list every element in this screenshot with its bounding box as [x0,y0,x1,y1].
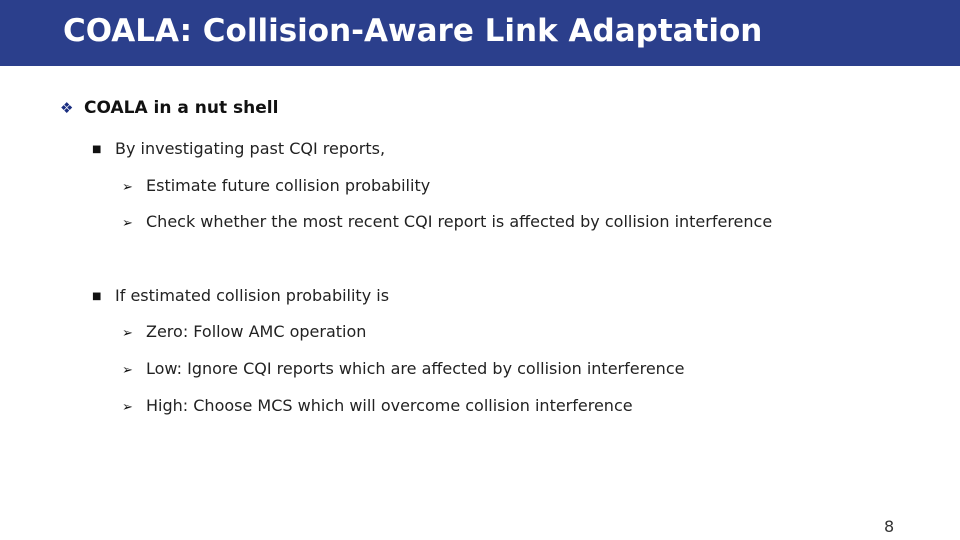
sub-list-item-text: High: Choose MCS which will overcome collision interference [146,396,633,415]
sub-list-item [122,396,633,415]
title-bar [0,0,960,66]
arrowhead-bullet-icon: ➢ [122,180,133,195]
sub-list-item [122,322,366,341]
page-number: 8 [884,517,895,536]
arrowhead-bullet-icon: ➢ [122,216,133,231]
sub-list-item-text: Estimate future collision probability [146,176,431,195]
arrowhead-bullet-icon: ➢ [122,400,133,415]
sub-list-item-text: Zero: Follow AMC operation [146,322,367,341]
sub-list-item-text: Low: Ignore CQI reports which are affected by collision interference [146,359,685,378]
list-item-text: By investigating past CQI reports, [115,139,386,158]
slide-title: COALA: Collision-Aware Link Adaptation [63,13,763,49]
heading-line [60,98,278,118]
slide-heading: COALA in a nut shell [84,98,279,118]
sub-list-item [122,212,772,231]
list-item [92,139,385,158]
square-bullet-icon: ■ [92,291,102,302]
list-item [92,286,389,305]
sub-list-item-text: Check whether the most recent CQI report is affected by collision interference [146,212,773,231]
sub-list-item [122,176,430,195]
diamond-bullet-icon: ❖ [60,99,74,117]
arrowhead-bullet-icon: ➢ [122,363,133,378]
square-bullet-icon: ■ [92,144,102,155]
arrowhead-bullet-icon: ➢ [122,326,133,341]
list-item-text: If estimated collision probability is [115,286,390,305]
sub-list-item [122,359,684,378]
